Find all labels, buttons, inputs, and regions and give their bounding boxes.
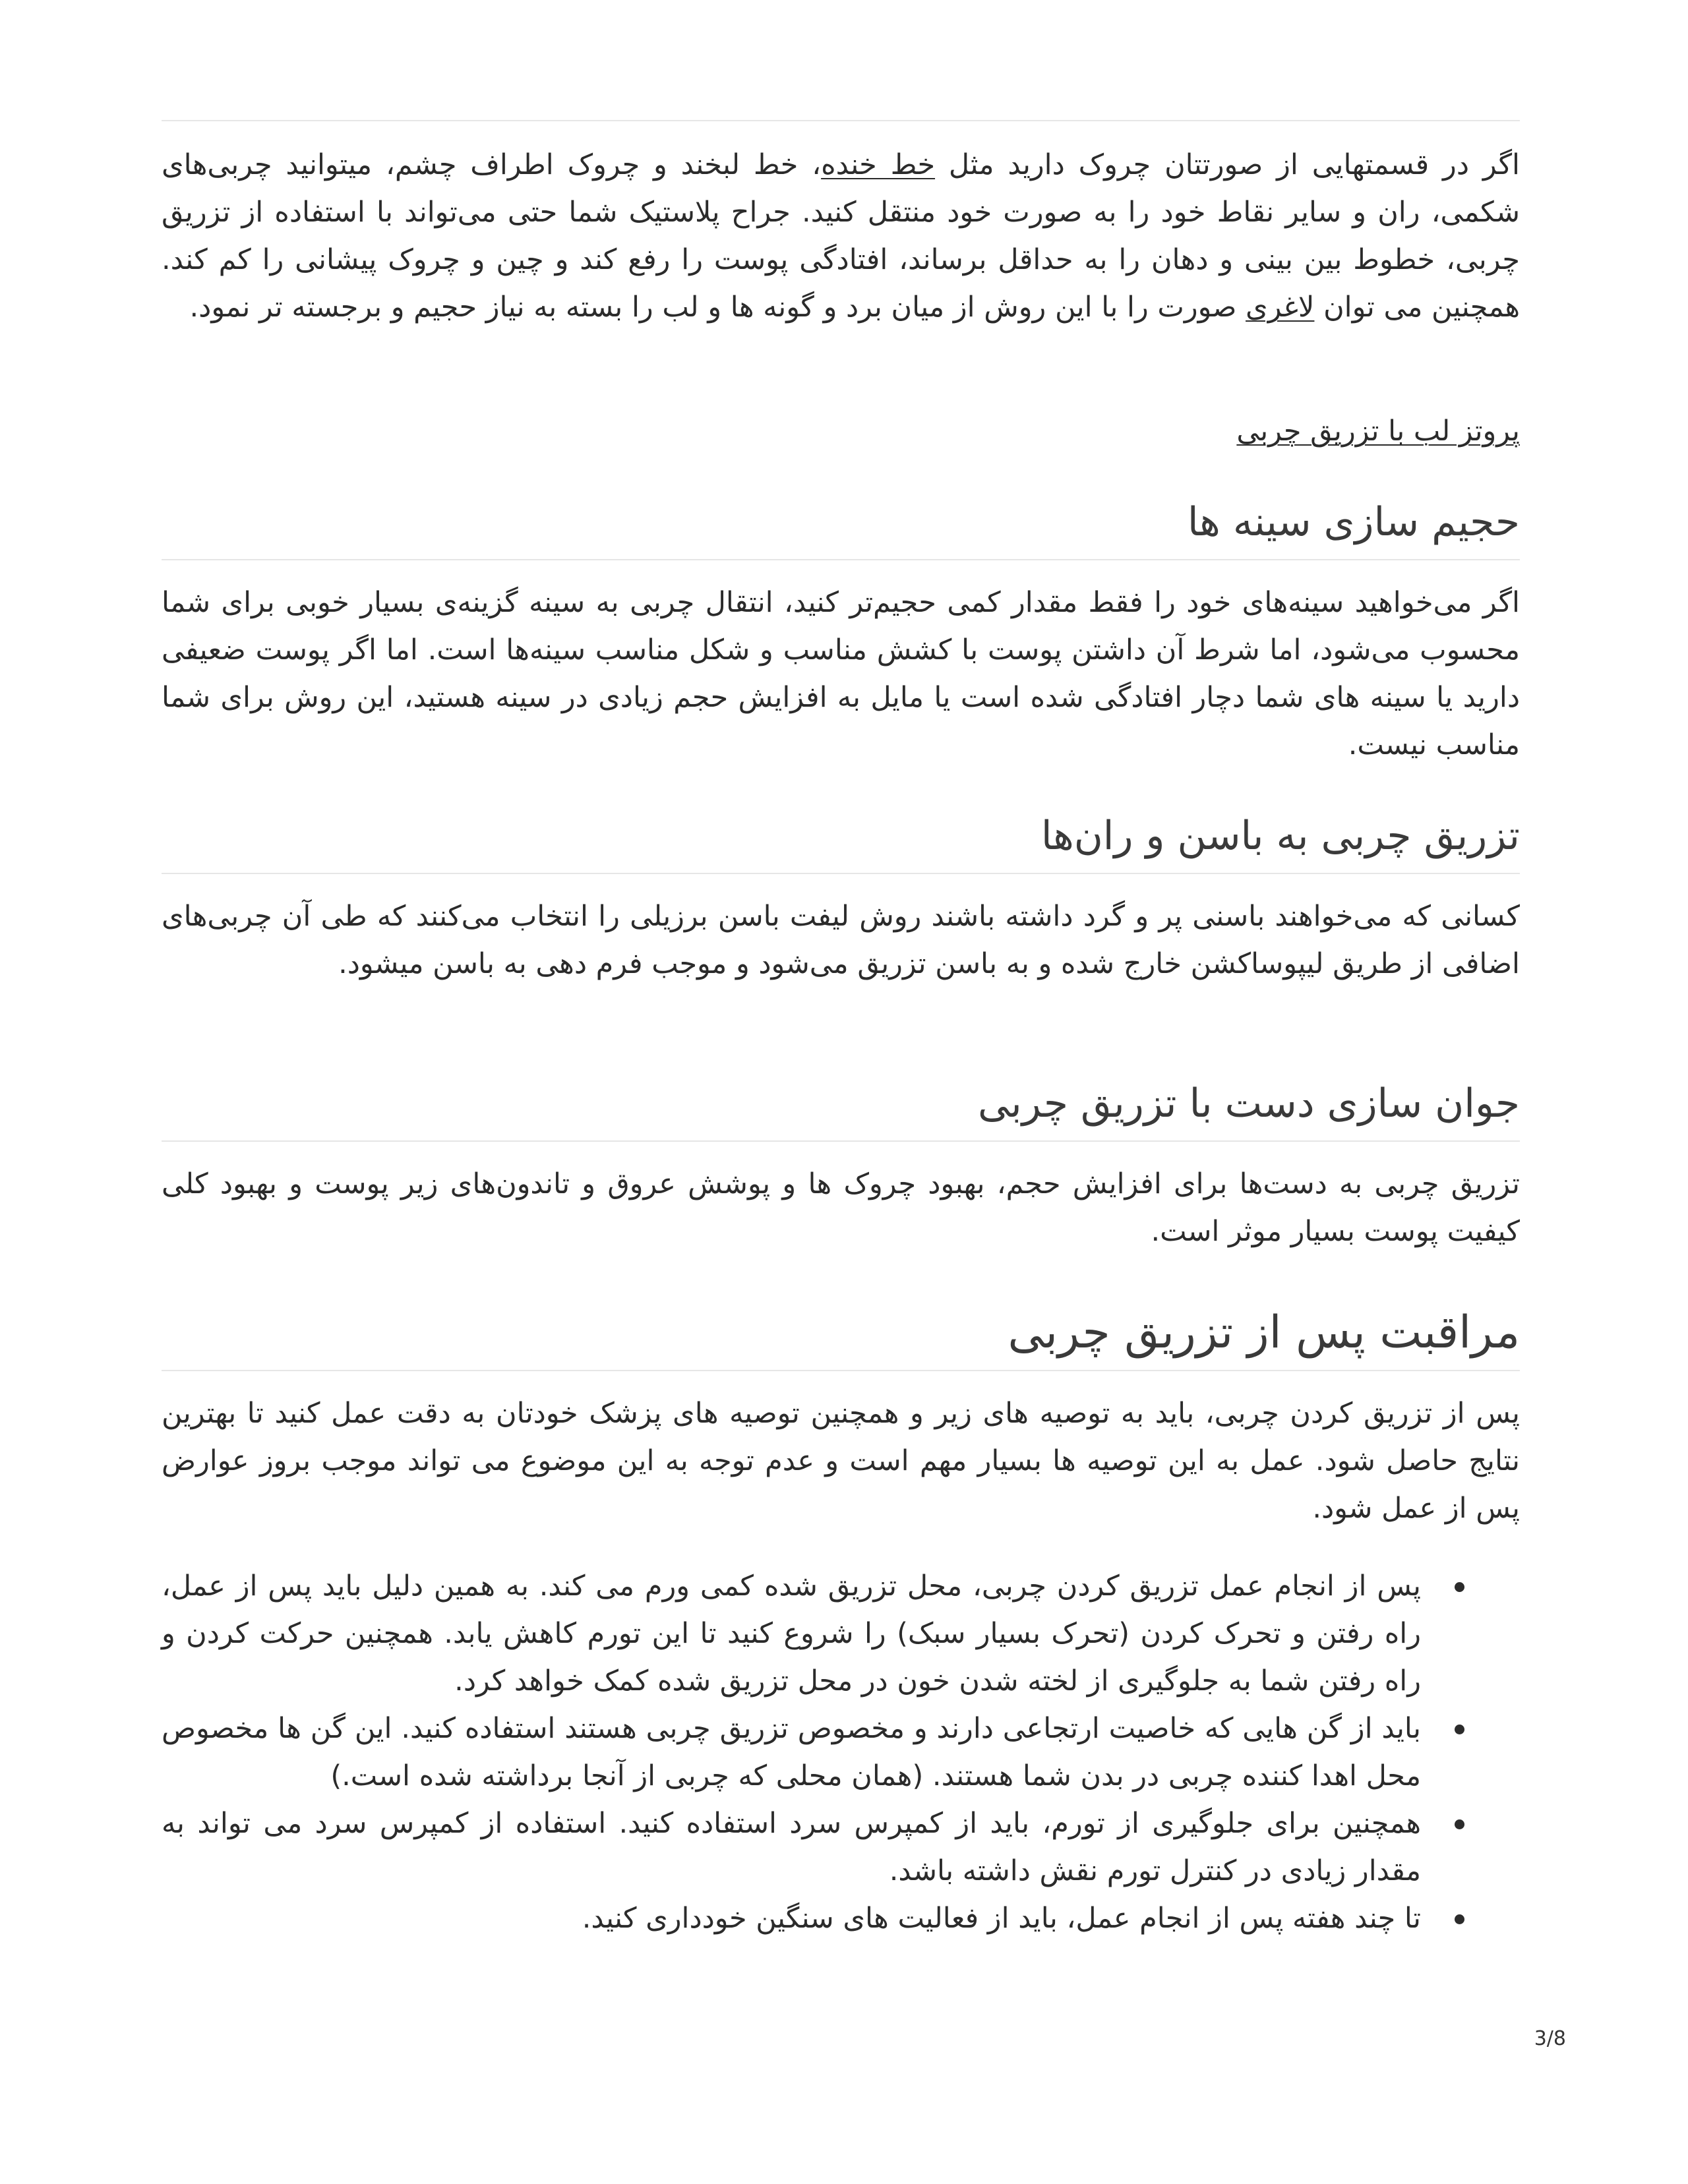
link-khate-khandeh[interactable]: خط خنده	[821, 148, 936, 181]
heading-breast: حجیم سازی سینه ها	[162, 496, 1520, 560]
care-list	[162, 1562, 1520, 1942]
bullet-icon	[1455, 1582, 1464, 1592]
list-item: همچنین برای جلوگیری از تورم، باید از کمپرس سرد استفاده کنید. استفاده از کمپرس سرد می تواند به مقدار زیادی در کنترل تورم نقش داشته باشد.	[162, 1800, 1421, 1895]
heading-hands: جوان سازی دست با تزریق چربی	[162, 1077, 1520, 1142]
section-buttocks	[162, 810, 1520, 988]
bullet-icon	[1455, 1725, 1464, 1734]
paragraph-buttocks: کسانی که می‌خواهند باسنی پر و گرد داشته باشند روش لیفت باسن برزیلی را انتخاب می‌کنند که طی آن چربی‌های اضافی از طریق لیپوساکشن خارج شده و به باسن تزریق می‌شود و موجب فرم دهی به باسن میشود.	[162, 900, 1520, 980]
link-lip-prosthesis[interactable]: پروتز لب با تزریق چربی	[1236, 415, 1520, 448]
heading-care: مراقبت پس از تزریق چربی	[162, 1307, 1520, 1371]
paragraph-care: پس از تزریق کردن چربی، باید به توصیه های زیر و همچنین توصیه های پزشک خودتان به دقت عمل کنید تا بهترین نتایج حاصل شود. عمل به این توصیه ها بسیار مهم است و عدم توجه به این موضوع می تواند موجب بروز عوارض پس از عمل شود.	[162, 1397, 1520, 1525]
bullet-icon	[1455, 1914, 1464, 1924]
section-care	[162, 1307, 1520, 1942]
list-item: پس از انجام عمل تزریق کردن چربی، محل تزریق شده کمی ورم می کند. به همین دلیل باید پس از عمل، راه رفتن و تحرک کردن (تحرک بسیار سبک) را شروع کنید تا این تورم کاهش یابد. همچنین حرکت کردن و راه رفتن شما به جلوگیری از لخته شدن خون در محل تزریق شده کمک خواهد کرد.	[162, 1562, 1421, 1705]
top-divider	[162, 120, 1520, 121]
intro-paragraph: اگر در قسمتهایی از صورتتان چروک دارید مثل خط خنده، خط لبخند و چروک اطراف چشم، میتوانید چربی‌های شکمی، ران و سایر نقاط خود را به صورت خود منتقل کنید. جراح پلاستیک شما حتی می‌تواند با استفاده از تزریق چربی، خطوط بین بینی و دهان را به حداقل برساند، افتادگی پوست را رفع کند و چین و چروک پیشانی را کم کند. همچنین می توان لاغری صورت را با این روش از میان برد و گونه ها و لب را بسته به نیاز حجیم و برجسته تر نمود.	[162, 148, 1520, 324]
page-number: 3/8	[1534, 2027, 1566, 2050]
section-breast	[162, 496, 1520, 769]
bullet-icon	[1455, 1819, 1464, 1829]
heading-buttocks: تزریق چربی به باسن و ران‌ها	[162, 810, 1520, 874]
section-hands	[162, 1077, 1520, 1255]
lip-link-paragraph	[162, 407, 1520, 455]
list-item: تا چند هفته پس از انجام عمل، باید از فعالیت های سنگین خودداری کنید.	[162, 1895, 1421, 1942]
link-laghari[interactable]: لاغری	[1246, 291, 1315, 324]
paragraph-hands: تزریق چربی به دست‌ها برای افزایش حجم، بهبود چروک ها و پوشش عروق و تاندون‌های زیر پوست و بهبود کلی کیفیت پوست بسیار موثر است.	[162, 1167, 1520, 1248]
list-item: باید از گن هایی که خاصیت ارتجاعی دارند و مخصوص تزریق چربی هستند استفاده کنید. این گن ها مخصوص محل اهدا کننده چربی در بدن شما هستند. (همان محلی که چربی از آنجا برداشته شده است.)	[162, 1705, 1421, 1800]
paragraph-breast: اگر می‌خواهید سینه‌های خود را فقط مقدار کمی حجیم‌تر کنید، انتقال چربی به سینه گزینه‌ی بسیار خوبی برای شما محسوب می‌شود، اما شرط آن داشتن پوست با کشش مناسب و شکل مناسب سینه‌ها است. اما اگر پوست ضعیفی دارید یا سینه های شما دچار افتادگی شده است یا مایل به افزایش حجم زیادی در سینه هستید، این روش برای شما مناسب نیست.	[162, 586, 1520, 761]
